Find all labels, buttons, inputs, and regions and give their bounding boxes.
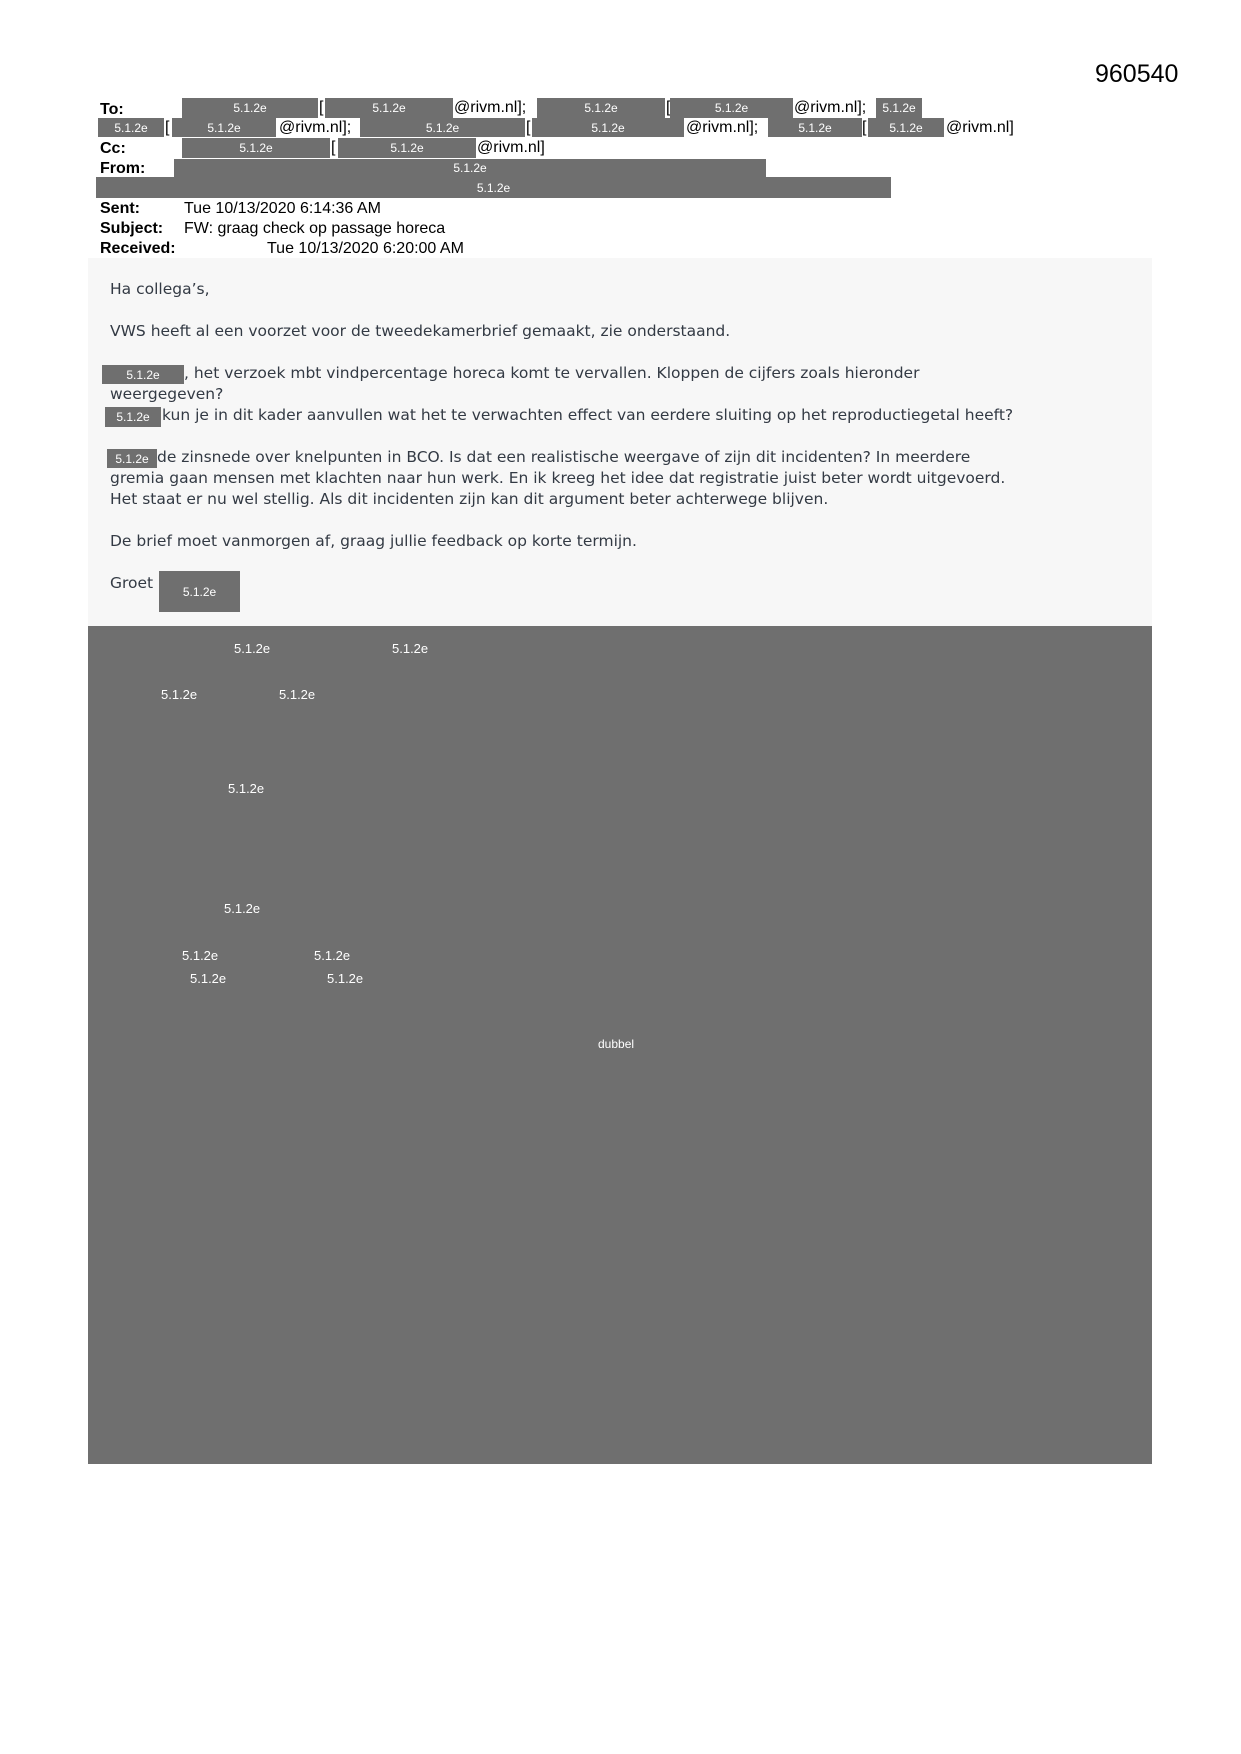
redaction-box: 5.1.2e bbox=[532, 118, 684, 137]
redaction-box: 5.1.2e bbox=[360, 118, 525, 137]
email-body-background bbox=[88, 258, 1152, 628]
email-domain-text: @rivm.nl]; bbox=[279, 119, 352, 136]
to-label: To: bbox=[100, 101, 124, 118]
email-domain-text: @rivm.nl]; bbox=[454, 99, 527, 116]
redaction-box: 5.1.2e bbox=[102, 365, 184, 384]
redaction-code: 5.1.2e bbox=[279, 687, 316, 702]
cc-label: Cc: bbox=[100, 140, 126, 157]
redaction-code: 5.1.2e bbox=[224, 901, 261, 916]
email-domain-text: @rivm.nl] bbox=[477, 139, 545, 156]
body-line: de zinsnede over knelpunten in BCO. Is dat een realistische weergave of zijn dit incidenten? In meerdere bbox=[157, 448, 971, 466]
email-domain-text: @rivm.nl] bbox=[946, 119, 1014, 136]
email-domain-text: @rivm.nl]; bbox=[794, 99, 867, 116]
body-line: weergegeven? bbox=[110, 385, 224, 403]
redaction-code: 5.1.2e bbox=[228, 781, 265, 796]
bracket-text: [ bbox=[666, 99, 671, 116]
document-id: 960540 bbox=[1095, 60, 1179, 88]
redaction-box: 5.1.2e bbox=[105, 407, 161, 427]
bracket-text: [ bbox=[331, 139, 336, 156]
body-line: VWS heeft al een voorzet voor de tweedekamerbrief gemaakt, zie onderstaand. bbox=[110, 322, 731, 340]
redaction-box: 5.1.2e bbox=[182, 138, 330, 158]
redaction-box: 5.1.2e bbox=[537, 98, 665, 118]
redaction-box: 5.1.2e bbox=[325, 98, 453, 118]
body-line: , het verzoek mbt vindpercentage horeca komt te vervallen. Kloppen de cijfers zoals hieronder bbox=[184, 364, 920, 382]
subject-label: Subject: bbox=[100, 220, 164, 237]
redaction-code: 5.1.2e bbox=[182, 948, 219, 963]
subject-value: FW: graag check op passage horeca bbox=[184, 220, 446, 237]
sent-value: Tue 10/13/2020 6:14:36 AM bbox=[184, 200, 381, 217]
redaction-box: 5.1.2e bbox=[338, 138, 476, 158]
from-label: From: bbox=[100, 160, 146, 177]
redaction-code: 5.1.2e bbox=[190, 971, 227, 986]
sent-label: Sent: bbox=[100, 200, 140, 217]
bracket-text: [ bbox=[862, 119, 867, 136]
redaction-code: 5.1.2e bbox=[314, 948, 351, 963]
greeting: Ha collega’s, bbox=[110, 280, 210, 298]
redaction-box: 5.1.2e bbox=[868, 118, 944, 137]
received-label: Received: bbox=[100, 240, 176, 257]
redaction-code: 5.1.2e bbox=[327, 971, 364, 986]
redaction-code: 5.1.2e bbox=[234, 641, 271, 656]
received-value: Tue 10/13/2020 6:20:00 AM bbox=[267, 240, 464, 257]
redaction-box: 5.1.2e bbox=[174, 159, 766, 177]
redaction-code: 5.1.2e bbox=[161, 687, 198, 702]
body-line: kun je in dit kader aanvullen wat het te verwachten effect van eerdere sluiting op het reproductiegetal heeft? bbox=[162, 406, 1014, 424]
redaction-box: 5.1.2e bbox=[98, 118, 164, 137]
email-domain-text: @rivm.nl]; bbox=[686, 119, 759, 136]
redaction-box: 5.1.2e bbox=[876, 98, 922, 118]
redacted-block bbox=[88, 626, 1152, 1464]
redaction-reason: dubbel bbox=[598, 1037, 635, 1051]
closing: Groet bbox=[110, 574, 154, 592]
bracket-text: [ bbox=[319, 99, 324, 116]
redaction-box: 5.1.2e bbox=[172, 118, 276, 137]
redaction-box: 5.1.2e bbox=[159, 571, 240, 612]
bracket-text: [ bbox=[165, 119, 170, 136]
redaction-box: 5.1.2e bbox=[182, 98, 318, 118]
body-line: De brief moet vanmorgen af, graag jullie feedback op korte termijn. bbox=[110, 532, 637, 550]
redaction-box: 5.1.2e bbox=[107, 449, 157, 468]
redaction-box: 5.1.2e bbox=[670, 98, 793, 118]
redaction-code: 5.1.2e bbox=[392, 641, 429, 656]
body-line: gremia gaan mensen met klachten naar hun werk. En ik kreeg het idee dat registratie juist beter wordt uitgevoerd. bbox=[110, 469, 1006, 487]
bracket-text: [ bbox=[526, 119, 531, 136]
body-line: Het staat er nu wel stellig. Als dit incidenten zijn kan dit argument beter achterwege blijven. bbox=[110, 490, 829, 508]
redaction-box: 5.1.2e bbox=[96, 177, 891, 198]
redaction-box: 5.1.2e bbox=[768, 118, 862, 137]
